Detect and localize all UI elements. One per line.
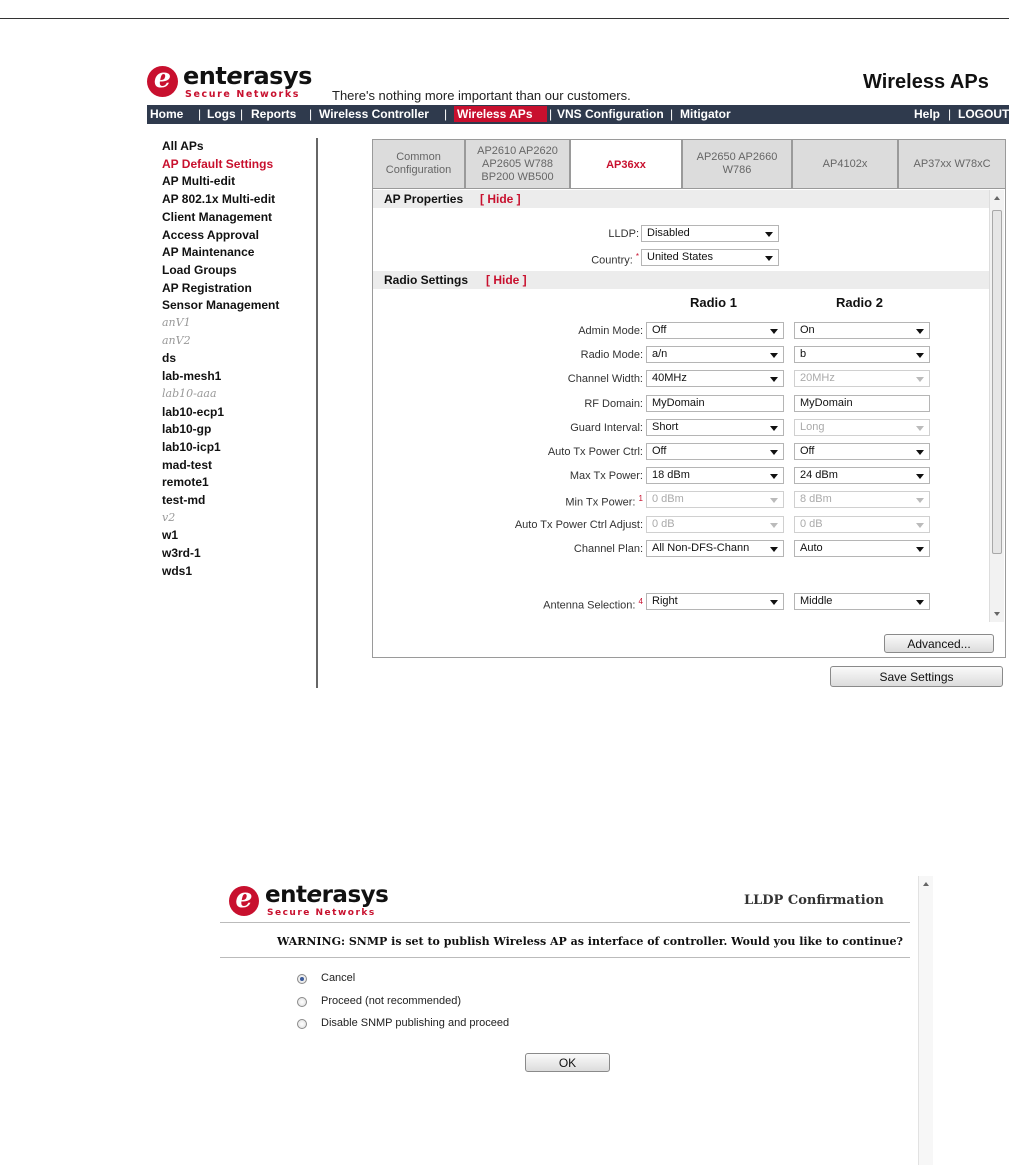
chevron-down-icon [770,474,778,479]
tab-label-line: Configuration [385,164,452,176]
dialog-scrollbar[interactable] [918,876,933,1165]
nav-wireless-aps[interactable]: Wireless APs [457,107,533,121]
scroll-down-icon[interactable] [994,612,1000,616]
sidebar-item[interactable]: remote1 [162,475,209,490]
chevron-down-icon [916,426,924,431]
tab-label-line: BP200 WB500 [481,170,554,183]
panel-scrollbar-thumb[interactable] [992,210,1002,554]
sidebar-item[interactable]: v2 [162,510,176,524]
sidebar-item[interactable]: lab10-aaa [162,386,217,400]
sidebar-item[interactable]: test-md [162,493,206,507]
nav-separator: | [444,107,448,121]
chevron-down-icon [770,600,778,605]
sidebar-item[interactable]: ds [162,351,177,366]
tab-ap2650-group[interactable] [682,139,792,189]
tab-ap37xx-group[interactable] [898,139,1006,189]
sidebar-item[interactable]: All APs [162,139,204,153]
radio1-select: 0 dB [646,516,784,533]
lldp-label: LLDP: [608,228,639,240]
page-title: Wireless APs [863,71,989,93]
country-select[interactable]: United States [641,249,779,266]
tab-label-line: W786 [722,164,752,176]
tab-label-line: AP2605 W788 [482,157,553,170]
chevron-down-icon [770,547,778,552]
sidebar-item[interactable]: Access Approval [162,227,259,242]
antenna-selection-label: Antenna Selection: $^4$ [543,597,643,612]
antenna-radio1-select[interactable]: Right [646,593,784,610]
sidebar-item[interactable]: wds1 [162,563,193,578]
radio1-select[interactable]: Off [646,443,784,460]
chevron-down-icon [770,450,778,455]
chevron-down-icon [770,523,778,528]
radio1-select[interactable]: 40MHz [646,370,784,387]
radio2-select[interactable]: b [794,346,930,363]
brand-tagline: Secure Networks [267,908,376,918]
radio-settings-title: Radio Settings [384,273,469,287]
panel-scrollbar[interactable] [989,190,1004,622]
advanced-button[interactable]: Advanced... [884,634,994,653]
chevron-down-icon [916,329,924,334]
save-settings-button[interactable]: Save Settings [830,666,1003,687]
sidebar-item[interactable]: AP Maintenance [162,245,255,260]
radio-row-label: Radio Mode: [580,349,643,361]
nav-reports[interactable]: Reports [251,107,297,121]
chevron-down-icon [916,600,924,605]
brand-name: enterasys [265,882,389,908]
chevron-down-icon [916,498,924,503]
scroll-up-icon[interactable] [994,196,1000,200]
ap-properties-header [373,190,989,208]
radio1-select[interactable]: 18 dBm [646,467,784,484]
chevron-down-icon [916,377,924,382]
nav-help[interactable]: Help [914,107,941,121]
sidebar-item[interactable]: lab10-gp [162,422,212,437]
tab-label-line: AP4102x [822,157,868,170]
tab-ap36xx[interactable] [570,139,682,190]
option-disable-snmp-label[interactable]: Disable SNMP publishing and proceed [321,1017,510,1029]
tab-ap2610-group[interactable] [465,139,570,189]
chevron-down-icon [770,426,778,431]
dialog-title: LLDP Confirmation [744,893,884,908]
sidebar-item[interactable]: AP Default Settings [162,156,274,171]
sidebar-item[interactable]: Sensor Management [162,298,280,313]
chevron-down-icon [916,353,924,358]
radio-cancel[interactable] [297,974,307,984]
nav-mitigator[interactable]: Mitigator [680,107,731,121]
chevron-down-icon [770,329,778,334]
nav-logs[interactable]: Logs [207,107,236,121]
chevron-down-icon [916,450,924,455]
dialog-header-divider [220,922,910,923]
radio1-select: 0 dBm [646,491,784,508]
chevron-down-icon [916,523,924,528]
sidebar-item[interactable]: w1 [162,528,179,543]
radio-row-label: Admin Mode: [578,325,643,337]
radio2-select[interactable]: Off [794,443,930,460]
antenna-radio2-select[interactable]: Middle [794,593,930,610]
sidebar-item[interactable]: Load Groups [162,262,237,277]
nav-separator: | [549,107,553,121]
radio2-select[interactable]: 24 dBm [794,467,930,484]
enterasys-logo-icon: e [147,66,178,97]
radio1-select[interactable]: All Non-DFS-Chann [646,540,784,557]
radio-2-column-header: Radio 2 [836,295,883,310]
tab-label-line: AP2610 AP2620 [477,144,558,157]
tab-label-line: Common [396,151,441,163]
nav-separator: | [240,107,244,121]
nav-separator: | [670,107,674,121]
nav-separator: | [198,107,202,121]
enterasys-logo-icon: e [229,886,259,916]
country-label: Country: * [591,252,639,267]
nav-wireless-controller[interactable]: Wireless Controller [319,107,429,121]
sidebar-item[interactable]: mad-test [162,457,213,472]
option-cancel-label[interactable]: Cancel [321,972,356,984]
brand-tagline: Secure Networks [185,89,301,100]
dialog-warning: WARNING: SNMP is set to publish Wireless AP as interface of controller. Would you like to continue? [277,935,903,948]
radio2-select: Long [794,419,930,436]
tab-label-line: AP37xx W78xC [913,157,991,170]
tab-label-line: AP2650 AP2660 [696,151,778,163]
ok-button[interactable]: OK [525,1053,610,1072]
nav-separator: | [309,107,313,121]
sidebar-item[interactable]: lab-mesh1 [162,369,222,384]
chevron-down-icon [770,498,778,503]
sidebar-item[interactable]: Client Management [162,209,273,224]
nav-separator: | [948,107,952,121]
radio-1-column-header: Radio 1 [690,295,737,310]
nav-home[interactable]: Home [150,107,184,121]
lldp-select[interactable]: Disabled [641,225,779,242]
page-top-rule [0,18,1009,19]
radio2-select[interactable]: Auto [794,540,930,557]
nav-vns-configuration[interactable]: VNS Configuration [557,107,664,121]
ap-properties-title: AP Properties [384,192,464,206]
tab-ap4102x[interactable] [792,139,898,189]
option-proceed-label[interactable]: Proceed (not recommended) [321,995,462,1007]
radio2-text-field[interactable]: MyDomain [794,395,930,412]
radio-settings-hide-link[interactable]: [ Hide ] [486,273,527,287]
sidebar-item[interactable]: AP 802.1x Multi-edit [162,192,276,207]
tab-label-line: AP36xx [606,158,646,171]
radio-row-label: Channel Width: [567,373,643,385]
radio-row-label: Channel Plan: [573,543,643,555]
radio-disable-snmp[interactable] [297,1019,307,1029]
scroll-up-icon[interactable] [923,882,929,886]
sidebar-item[interactable]: anV2 [162,333,191,347]
radio-proceed[interactable] [297,997,307,1007]
radio1-select[interactable]: a/n [646,346,784,363]
radio1-text-field[interactable]: MyDomain [646,395,784,412]
sidebar-item[interactable]: lab10-icp1 [162,439,221,454]
radio-row-label: Max Tx Power: [569,470,643,482]
chevron-down-icon [916,547,924,552]
chevron-down-icon [770,353,778,358]
radio-row-label: Auto Tx Power Ctrl: [547,446,643,458]
ap-properties-hide-link[interactable]: [ Hide ] [480,192,521,206]
radio-row-label: RF Domain: [584,398,643,410]
sidebar-item[interactable]: w3rd-1 [162,546,201,561]
radio1-select[interactable]: Short [646,419,784,436]
radio-row-label: Auto Tx Power Ctrl Adjust: [514,519,643,531]
sidebar-item[interactable]: anV1 [162,316,191,329]
sidebar-item[interactable]: AP Multi-edit [162,174,236,189]
radio-row-label: Guard Interval: [570,422,643,434]
dialog-warning-divider [220,957,910,958]
radio2-select: 8 dBm [794,491,930,508]
chevron-down-icon [765,256,773,261]
brand-name: enterasys [183,62,312,90]
radio2-select: 20MHz [794,370,930,387]
sidebar-item[interactable]: lab10-ecp1 [162,404,225,419]
radio-row-label: Min Tx Power: $^1$ [565,494,643,509]
radio2-select[interactable]: On [794,322,930,339]
radio1-select[interactable]: Off [646,322,784,339]
chevron-down-icon [770,377,778,382]
sidebar-divider [316,138,318,688]
chevron-down-icon [765,232,773,237]
sidebar-item[interactable]: AP Registration [162,280,252,295]
brand-slogan: There's nothing more important than our customers. [332,88,631,103]
tab-common-configuration[interactable] [372,139,465,189]
radio2-select: 0 dB [794,516,930,533]
nav-logout[interactable]: LOGOUT [958,107,1009,121]
chevron-down-icon [916,474,924,479]
